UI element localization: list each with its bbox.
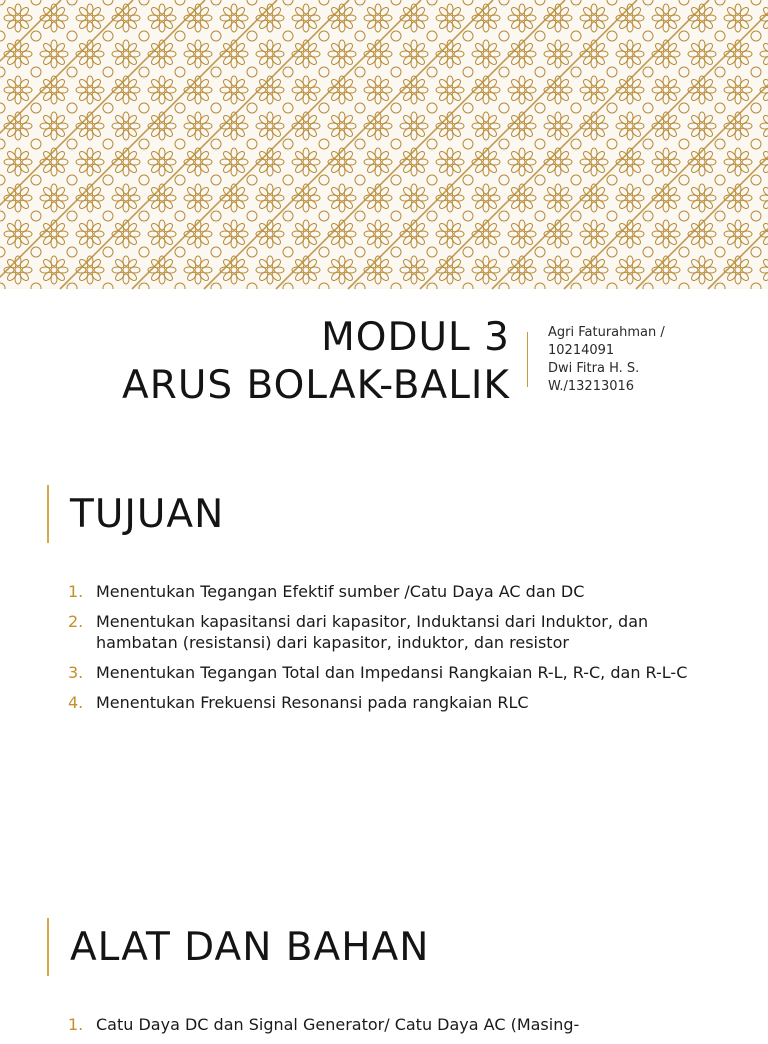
list-number: 2. <box>68 612 84 631</box>
list-item <box>68 692 708 713</box>
section-alat-dan-bahan <box>0 918 768 1034</box>
section-accent-bar <box>47 485 49 543</box>
section-heading: TUJUAN <box>70 492 225 537</box>
title-line-2: ARUS BOLAK-BALIK <box>122 363 510 408</box>
list-number: 3. <box>68 663 84 682</box>
list-text: Menentukan Tegangan Total dan Impedansi Rangkaian R-L, R-C, dan R-L-C <box>96 663 688 682</box>
section-accent-bar <box>47 918 49 976</box>
list-text: Menentukan Frekuensi Resonansi pada rangkaian RLC <box>96 693 529 712</box>
authors <box>548 324 748 396</box>
slide-title <box>122 314 510 410</box>
title-block <box>0 310 768 410</box>
list-text: Menentukan Tegangan Efektif sumber /Catu Daya AC dan DC <box>96 582 585 601</box>
author-line: Agri Faturahman / <box>548 325 665 340</box>
author-line: Dwi Fitra H. S. <box>548 361 640 376</box>
list-text: Catu Daya DC dan Signal Generator/ Catu Daya AC (Masing- <box>96 1015 580 1034</box>
title-divider <box>527 332 528 387</box>
list-number: 1. <box>68 582 84 601</box>
floral-lattice-pattern <box>0 0 768 289</box>
list-number: 4. <box>68 693 84 712</box>
author-line: W./13213016 <box>548 379 635 394</box>
list-item <box>68 662 708 683</box>
decorative-pattern-banner <box>0 0 768 289</box>
section-heading: ALAT DAN BAHAN <box>70 925 430 970</box>
section-tujuan <box>0 485 768 765</box>
list-item <box>68 611 708 653</box>
list-text: Menentukan kapasitansi dari kapasitor, Induktansi dari Induktor, dan hambatan (resistansi) dari kapasitor, induktor, dan resistor <box>96 612 649 652</box>
equipment-list <box>68 1014 708 1044</box>
list-item <box>68 581 708 602</box>
list-number: 1. <box>68 1015 84 1034</box>
objectives-list <box>68 581 708 722</box>
title-line-1: MODUL 3 <box>321 315 510 360</box>
list-item <box>68 1014 708 1035</box>
author-line: 10214091 <box>548 343 615 358</box>
